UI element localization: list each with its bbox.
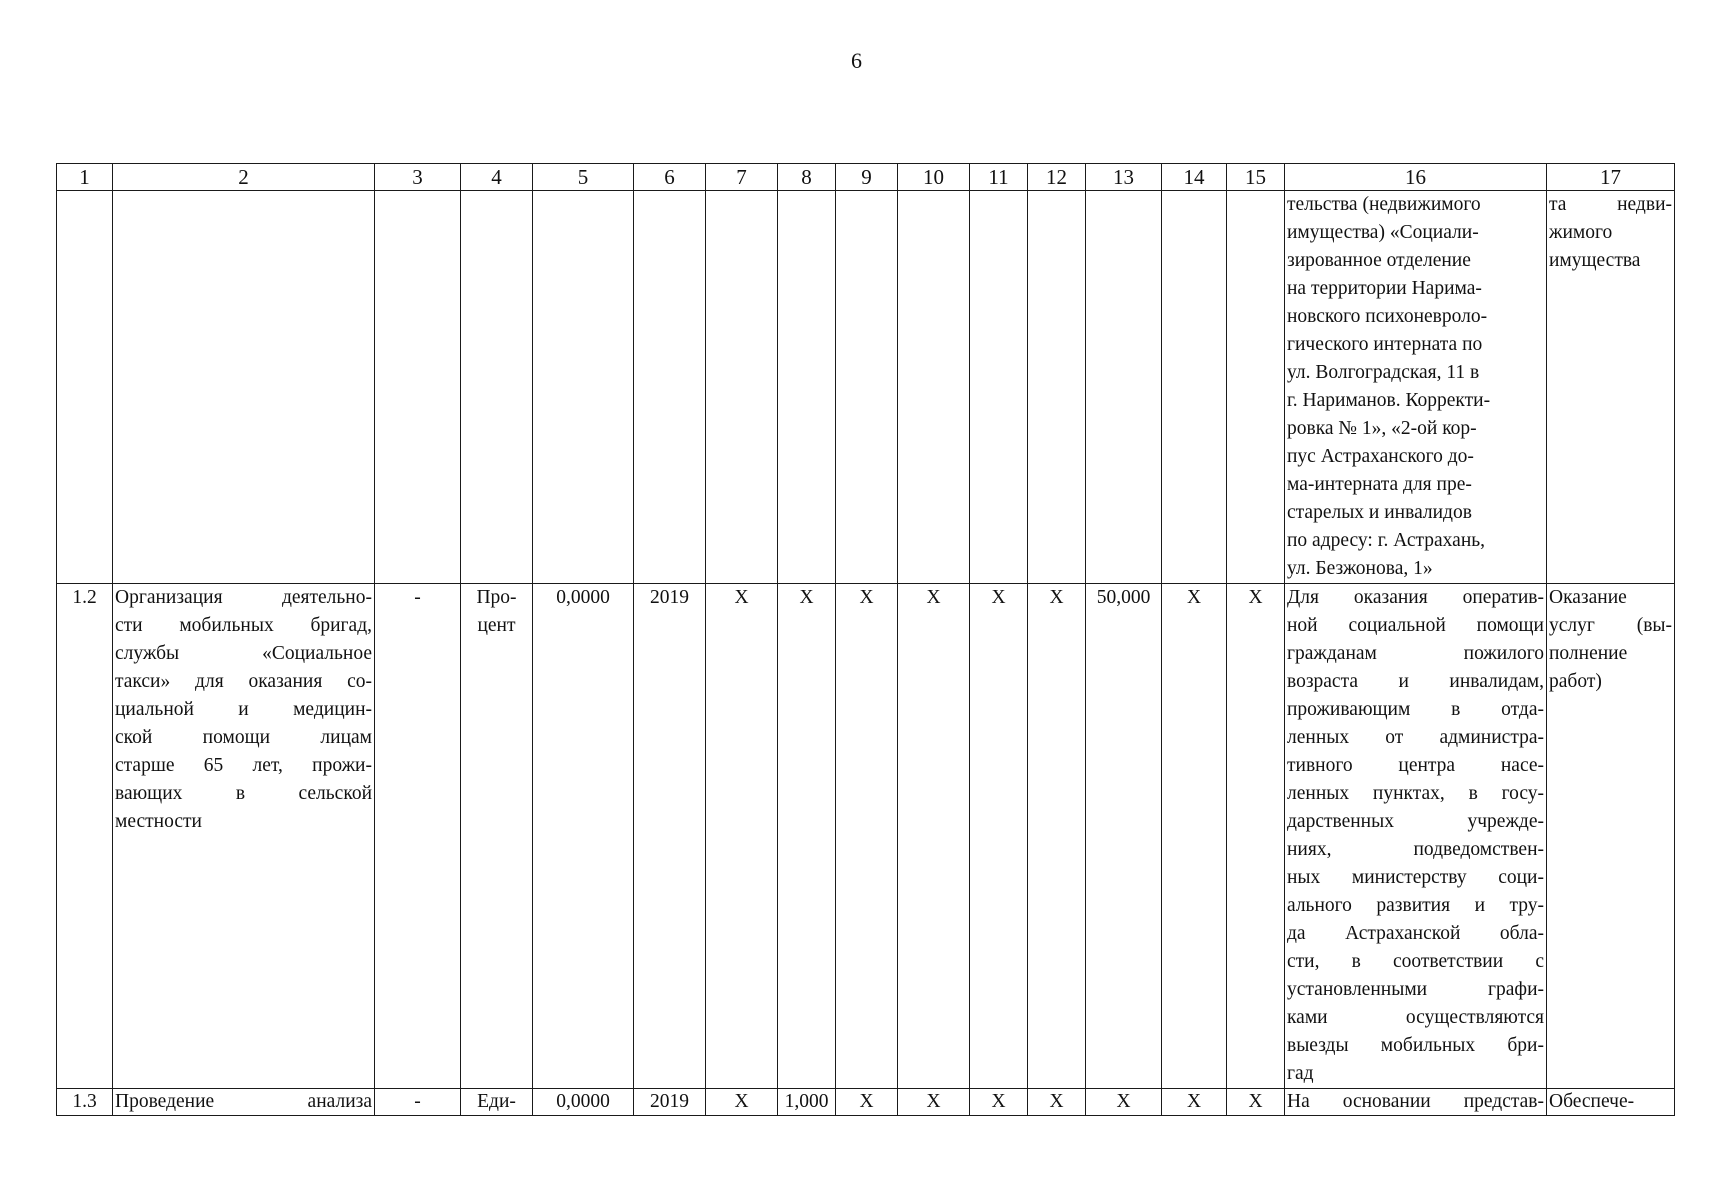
text-line: тельства (недвижимого [1287,194,1481,215]
table-row-continuation [57,191,1675,584]
text-line: г. Нариманов. Корректи- [1287,390,1491,411]
text-line: ул. Волгоградская, 11 в [1287,362,1480,383]
text-line: службы «Социальное [115,643,372,664]
text-line: гического интерната по [1287,334,1483,355]
text-line: имущества [1549,250,1641,271]
cell-col-12: X [1028,1089,1086,1116]
cell-result-text: Обеспече- [1547,1089,1675,1116]
text-line: Организация деятельно- [115,587,372,608]
header-cell: 8 [778,164,836,191]
text-line: возраста и инвалидам, [1287,671,1544,692]
text-line: по адресу: г. Астрахань, [1287,530,1486,551]
row-number: 1.2 [57,584,113,1089]
text-line: работ) [1549,671,1602,692]
text-line: ул. Безжонова, 1» [1287,558,1433,579]
text-line: пус Астраханского до- [1287,446,1474,467]
cell-empty [970,191,1028,584]
header-cell: 13 [1086,164,1162,191]
text-line: Оказание [1549,587,1627,608]
text-line: дарственных учрежде- [1287,811,1544,832]
text-line: та недви- [1549,194,1672,215]
text-line: Для оказания оператив- [1287,587,1544,608]
header-cell: 4 [461,164,533,191]
text-line: ниях, подведомствен- [1287,839,1544,860]
text-line: ленных пунктах, в госу- [1287,783,1544,804]
row-number: 1.3 [57,1089,113,1116]
cell-col-14: X [1162,584,1227,1089]
text-line: тивного центра насе- [1287,755,1544,776]
cell-empty [836,191,898,584]
cell-col-15: X [1227,1089,1285,1116]
text-line: услуг (вы- [1549,615,1672,636]
header-cell: 3 [375,164,461,191]
cell-col-12: X [1028,584,1086,1089]
text-line: ской помощи лицам [115,727,372,748]
cell-col-11: X [970,584,1028,1089]
cell-col-3: - [375,584,461,1089]
text-line: ровка № 1», «2-ой кор- [1287,418,1477,439]
cell-empty [461,191,533,584]
cell-empty [634,191,706,584]
cell-empty [1227,191,1285,584]
column-number-row [57,164,1675,191]
header-cell: 7 [706,164,778,191]
cell-col-8: 1,000 [778,1089,836,1116]
cell-col-7: X [706,584,778,1089]
page-number: 6 [851,48,862,73]
cell-col-8: X [778,584,836,1089]
header-cell: 5 [533,164,634,191]
measure-name [113,1089,375,1116]
text-line: вающих в сельской [115,783,372,804]
text-line: ных министерству соци- [1287,867,1544,888]
header-cell: 12 [1028,164,1086,191]
cell-col-3: - [375,1089,461,1116]
cell-justification-text [1285,191,1547,584]
cell-base-year: 2019 [634,1089,706,1116]
cell-empty [1162,191,1227,584]
cell-col-9: X [836,584,898,1089]
cell-base-year: 2019 [634,584,706,1089]
cell-result-text [1547,191,1675,584]
header-cell: 9 [836,164,898,191]
text-line: ками осуществляются [1287,1007,1544,1028]
text-line: проживающим в отда- [1287,699,1544,720]
cell-empty [1086,191,1162,584]
text-line: сти, в соответствии с [1287,951,1544,972]
text-line: зированное отделение [1287,250,1471,271]
text-line: ма-интерната для пре- [1287,474,1472,495]
text-line: полнение [1549,643,1628,664]
text-line: старше 65 лет, прожи- [115,755,372,776]
text-line: Про- [476,587,517,608]
cell-justification-text [1285,584,1547,1089]
text-line: цент [477,615,516,636]
table-row-1-3 [57,1089,1675,1116]
text-line: ального развития и тру- [1287,895,1544,916]
header-cell: 1 [57,164,113,191]
cell-unit [461,584,533,1089]
text-line: Проведение анализа [115,1091,372,1112]
text-line: ной социальной помощи [1287,615,1544,636]
document-table [56,163,1675,1116]
cell-empty [113,191,375,584]
text-line: На основании представ- [1287,1091,1544,1112]
cell-col-7: X [706,1089,778,1116]
measure-name [113,584,375,1089]
header-cell: 2 [113,164,375,191]
cell-empty [706,191,778,584]
header-cell: 17 [1547,164,1675,191]
text-line: установленными графи- [1287,979,1544,1000]
text-line: гад [1287,1063,1314,1084]
header-cell: 6 [634,164,706,191]
text-line: жимого [1549,222,1613,243]
text-line: да Астраханской обла- [1287,923,1544,944]
cell-col-13: X [1086,1089,1162,1116]
cell-justification-text [1285,1089,1547,1116]
header-cell: 14 [1162,164,1227,191]
text-line: сти мобильных бригад, [115,615,372,636]
cell-unit: Еди- [461,1089,533,1116]
text-line: гражданам пожилого [1287,643,1544,664]
text-line: местности [115,811,202,832]
cell-result-text [1547,584,1675,1089]
text-line: циальной и медицин- [115,699,372,720]
text-line: имущества) «Социали- [1287,222,1479,243]
header-cell: 16 [1285,164,1547,191]
text-line: новского психоневроло- [1287,306,1488,327]
cell-base-value: 0,0000 [533,584,634,1089]
cell-col-15: X [1227,584,1285,1089]
text-line: такси» для оказания со- [115,671,372,692]
cell-empty [375,191,461,584]
cell-col-10: X [898,584,970,1089]
cell-empty [1028,191,1086,584]
text-line: на территории Нарима- [1287,278,1482,299]
cell-empty [533,191,634,584]
header-cell: 11 [970,164,1028,191]
cell-col-10: X [898,1089,970,1116]
text-line: выезды мобильных бри- [1287,1035,1544,1056]
cell-empty [898,191,970,584]
header-cell: 15 [1227,164,1285,191]
cell-base-value: 0,0000 [533,1089,634,1116]
cell-empty [778,191,836,584]
cell-col-11: X [970,1089,1028,1116]
cell-col-14: X [1162,1089,1227,1116]
cell-col-13: 50,000 [1086,584,1162,1089]
text-line: ленных от администра- [1287,727,1544,748]
text-line: старелых и инвалидов [1287,502,1472,523]
header-cell: 10 [898,164,970,191]
table-row-1-2 [57,584,1675,1089]
cell-empty [57,191,113,584]
cell-col-9: X [836,1089,898,1116]
